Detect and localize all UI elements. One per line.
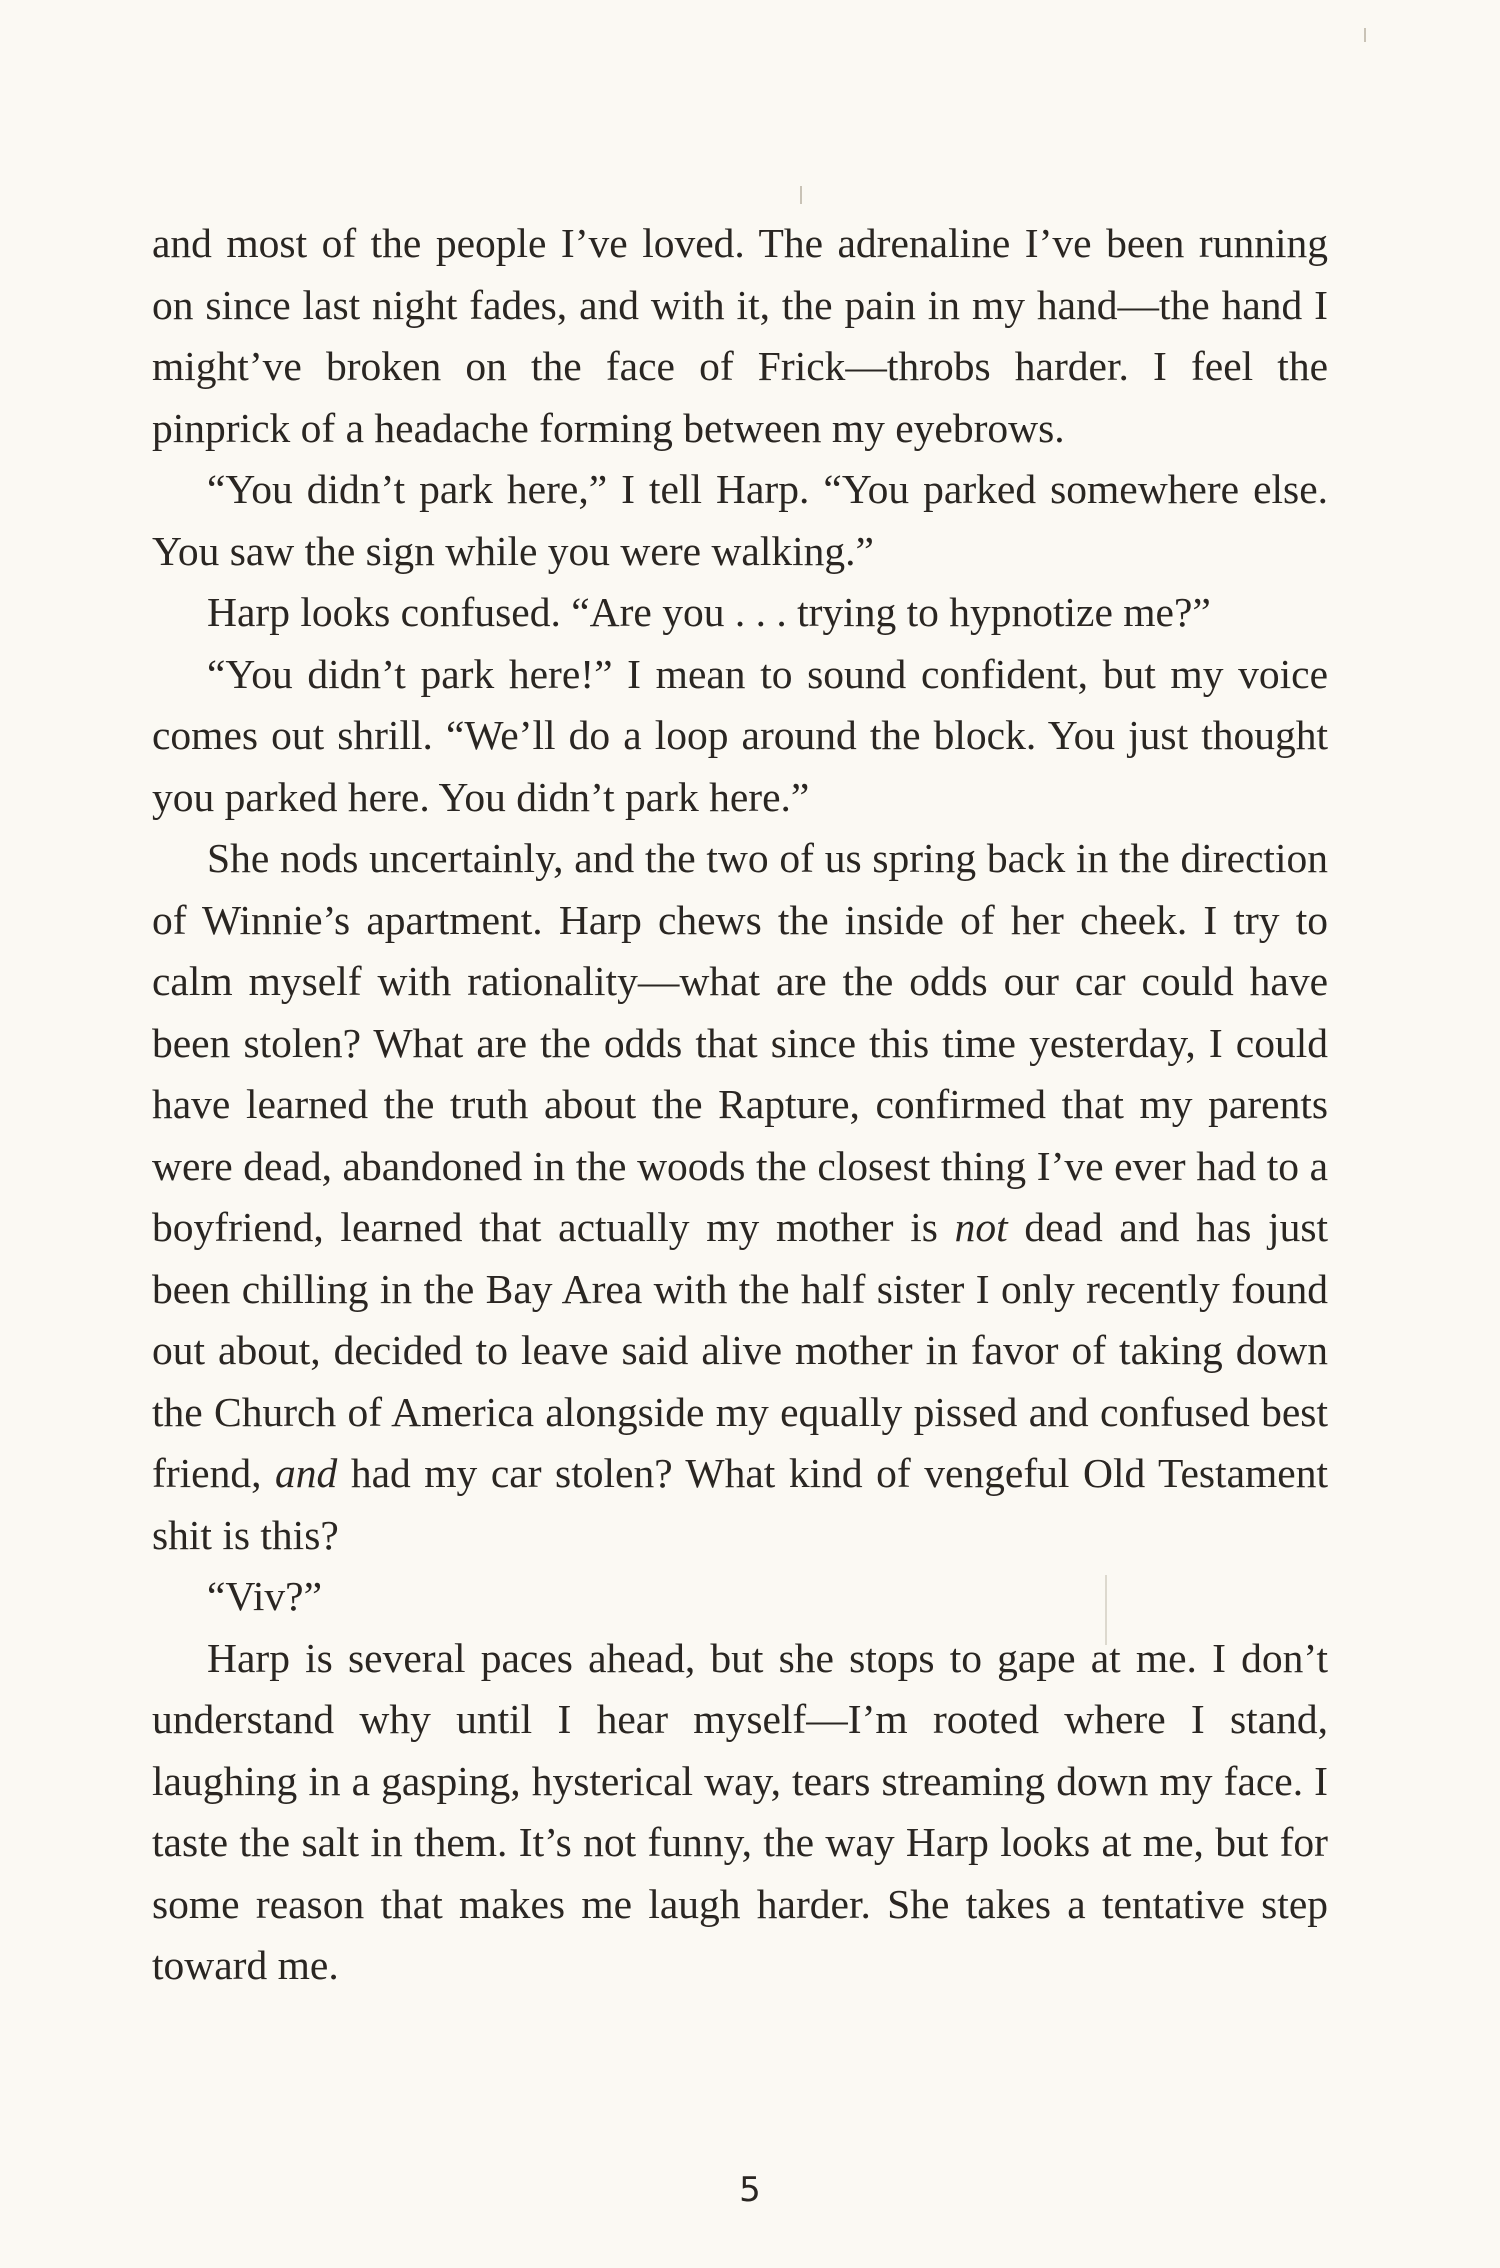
paragraph: “You didn’t park here!” I mean to sound confident, but my voice comes out shrill. “We’ll do a loop around the block. You just thought you parked here. You didn’t park here.” <box>152 650 1328 820</box>
emphasis-text: not <box>954 1204 1008 1250</box>
paragraph-text: had my car stolen? What kind of vengeful Old Testament shit is this? <box>152 1450 1328 1558</box>
paragraph: Harp looks confused. “Are you . . . trying to hypnotize me?” <box>207 589 1211 635</box>
page-number: 5 <box>739 2170 761 2210</box>
paragraph: Harp is several paces ahead, but she stops to gape at me. I don’t understand why until I hear myself—I’m rooted where I stand, laughing in a gasping, hysterical way, tears streaming down my face. I taste the salt in them. It’s not funny, the way Harp looks at me, but for some reason that makes me laugh harder. She takes a tentative step toward me. <box>152 1634 1328 1988</box>
paper-speck <box>800 186 802 204</box>
emphasis-text: and <box>275 1450 338 1496</box>
paragraph-text: dead and has just been chilling in the Bay Area with the half sister I only recently found out about, decided to leave said alive mother in favor of taking down the Church of America alongside my equally pissed and confused best friend, <box>152 1204 1329 1496</box>
paragraph-text: She nods uncertainly, and the two of us spring back in the direction of Winnie’s apartment. Harp chews the inside of her cheek. I try to calm myself with rationality—what are the odds our car could have been stolen? What are the odds that since this time yesterday, I could have learned the truth about the Rapture, confirmed that my parents were dead, abandoned in the woods the closest thing I’ve ever had to a boyfriend, learned that actually my mother is <box>152 835 1328 1250</box>
paragraph: “Viv?” <box>207 1573 323 1619</box>
paragraph-continued: and most of the people I’ve loved. The adrenaline I’ve been running on since last night fades, and with it, the pain in my hand—the hand I might’ve broken on the face of Frick—throbs harder. I feel the pinprick of a headache forming between my eyebrows. <box>152 220 1328 451</box>
paper-speck <box>1364 28 1366 42</box>
paragraph <box>152 828 1328 1566</box>
paragraph: “You didn’t park here,” I tell Harp. “You parked somewhere else. You saw the sign while you were walking.” <box>152 466 1328 574</box>
body-text <box>152 213 1328 1997</box>
